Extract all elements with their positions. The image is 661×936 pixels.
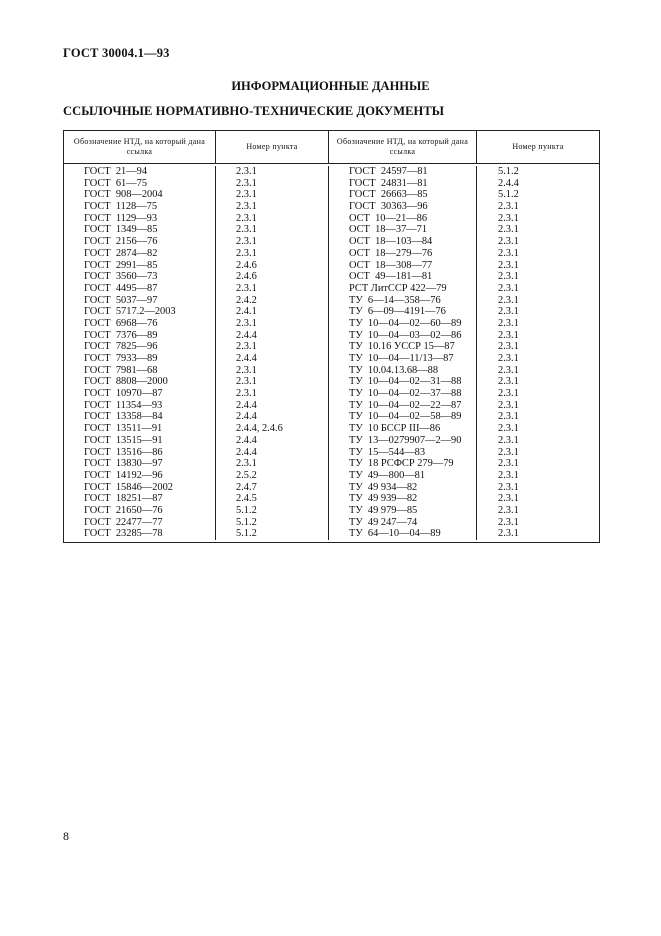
clause-left-cell: 2.3.1 xyxy=(236,236,257,248)
clause-left-cell: 2.3.1 xyxy=(236,177,257,189)
column-document-right xyxy=(329,166,477,540)
document-left-cell: ГОСТ 7825—96 xyxy=(84,341,158,353)
document-left-cell: ГОСТ 21650—76 xyxy=(84,504,163,516)
clause-left-cell: 2.4.6 xyxy=(236,259,257,271)
document-right-cell: ОСТ 49—181—81 xyxy=(349,271,433,283)
document-right-cell: ОСТ 18—37—71 xyxy=(349,224,428,236)
document-right-cell: ТУ 49 979—85 xyxy=(349,504,418,516)
clause-right-cell: 2.3.1 xyxy=(498,294,519,306)
document-left-cell: ГОСТ 6968—76 xyxy=(84,317,158,329)
document-right-cell: ОСТ 18—103—84 xyxy=(349,236,433,248)
clause-right-cell: 2.3.1 xyxy=(498,434,519,446)
document-right-cell: ОСТ 18—279—76 xyxy=(349,247,433,259)
document-left-cell: ГОСТ 1128—75 xyxy=(84,201,158,213)
clause-left-cell: 2.3.1 xyxy=(236,364,257,376)
document-right-cell: ОСТ 18—308—77 xyxy=(349,259,433,271)
document-left-cell: ГОСТ 15846—2002 xyxy=(84,481,174,493)
document-right-cell: ГОСТ 24597—81 xyxy=(349,166,428,177)
document-right-cell: ТУ 49 939—82 xyxy=(349,493,418,505)
clause-left-cell: 2.4.1 xyxy=(236,306,257,318)
document-left-cell: ГОСТ 5037—97 xyxy=(84,294,158,306)
clause-right-cell: 2.3.1 xyxy=(498,236,519,248)
document-right-cell: РСТ ЛитССР 422—79 xyxy=(349,282,447,294)
document-left-cell: ГОСТ 908—2004 xyxy=(84,189,163,201)
clause-right-cell: 2.3.1 xyxy=(498,399,519,411)
document-left-cell: ГОСТ 13358—84 xyxy=(84,411,163,423)
clause-left-cell: 2.3.1 xyxy=(236,376,257,388)
document-right-cell: ТУ 18 РСФСР 279—79 xyxy=(349,458,454,470)
document-right-cell: ТУ 10—04—11/13—87 xyxy=(349,353,454,364)
clause-right-cell: 2.3.1 xyxy=(498,528,519,540)
clause-left-cell: 2.4.6 xyxy=(236,271,257,283)
clause-left-cell: 2.4.4 xyxy=(236,329,257,341)
table-body xyxy=(64,164,599,542)
document-right-cell: ТУ 10—04—03—02—86 xyxy=(349,329,462,341)
document-right-cell: ГОСТ 30363—96 xyxy=(349,201,428,213)
clause-right-cell: 2.3.1 xyxy=(498,388,519,400)
document-right-cell: ГОСТ 26663—85 xyxy=(349,189,428,201)
clause-left-cell: 2.4.4 xyxy=(236,399,257,411)
document-left-cell: ГОСТ 10970—87 xyxy=(84,388,163,400)
clause-right-cell: 5.1.2 xyxy=(498,189,519,201)
clause-right-cell: 2.4.4 xyxy=(498,177,519,189)
document-left-cell: ГОСТ 1349—85 xyxy=(84,224,158,236)
document-right-cell: ТУ 10—04—02—31—88 xyxy=(349,376,462,388)
clause-right-cell: 2.3.1 xyxy=(498,271,519,283)
clause-right-cell: 2.3.1 xyxy=(498,469,519,481)
clause-right-cell: 2.3.1 xyxy=(498,247,519,259)
clause-left-cell: 2.4.4 xyxy=(236,411,257,423)
clause-right-cell: 2.3.1 xyxy=(498,282,519,294)
document-right-cell: ТУ 10.04.13.68—88 xyxy=(349,364,439,376)
document-right-cell: ТУ 64—10—04—89 xyxy=(349,528,441,540)
clause-left-cell: 2.3.1 xyxy=(236,341,257,353)
clause-right-cell: 2.3.1 xyxy=(498,423,519,435)
document-left-cell: ГОСТ 23285—78 xyxy=(84,528,163,540)
document-left-cell: ГОСТ 13830—97 xyxy=(84,458,163,470)
column-clause-right xyxy=(477,166,599,540)
clause-left-cell: 2.4.4 xyxy=(236,434,257,446)
clause-left-cell: 2.3.1 xyxy=(236,224,257,236)
clause-right-cell: 2.3.1 xyxy=(498,201,519,213)
clause-left-cell: 2.3.1 xyxy=(236,201,257,213)
section-title: ИНФОРМАЦИОННЫЕ ДАННЫЕ xyxy=(231,79,430,93)
document-left-cell: ГОСТ 2156—76 xyxy=(84,236,158,248)
column-clause-left xyxy=(216,166,329,540)
document-right-cell: ТУ 49—800—81 xyxy=(349,469,426,481)
document-right-cell: ТУ 10—04—02—22—87 xyxy=(349,399,462,411)
document-right-cell: ТУ 10.16 УССР 15—87 xyxy=(349,341,455,353)
header-clause-right: Номер пункта xyxy=(512,142,564,151)
document-right-cell: ТУ 13—0279907—2—90 xyxy=(349,434,462,446)
clause-left-cell: 2.4.4 xyxy=(236,446,257,458)
document-left-cell: ГОСТ 7981—68 xyxy=(84,364,158,376)
document-right-cell: ГОСТ 24831—81 xyxy=(349,177,428,189)
clause-left-cell: 2.3.1 xyxy=(236,189,257,201)
clause-left-cell: 2.4.4 xyxy=(236,353,257,364)
clause-right-cell: 5.1.2 xyxy=(498,166,519,177)
document-left-cell: ГОСТ 3560—73 xyxy=(84,271,158,283)
document-left-cell: ГОСТ 22477—77 xyxy=(84,516,163,528)
clause-right-cell: 2.3.1 xyxy=(498,259,519,271)
clause-right-cell: 2.3.1 xyxy=(498,493,519,505)
clause-right-cell: 2.3.1 xyxy=(498,458,519,470)
header-clause-left: Номер пункта xyxy=(216,131,329,163)
document-left-cell: ГОСТ 5717.2—2003 xyxy=(84,306,176,318)
document-left-cell: ГОСТ 14192—96 xyxy=(84,469,163,481)
clause-left-cell: 5.1.2 xyxy=(236,504,257,516)
clause-right-cell: 2.3.1 xyxy=(498,446,519,458)
clause-left-cell: 2.3.1 xyxy=(236,166,257,177)
clause-left-cell: 2.4.4, 2.4.6 xyxy=(236,423,283,435)
document-left-cell: ГОСТ 13511—91 xyxy=(84,423,163,435)
document-left-cell: ГОСТ 61—75 xyxy=(84,177,148,189)
clause-right-cell: 2.3.1 xyxy=(498,364,519,376)
clause-right-cell: 2.3.1 xyxy=(498,516,519,528)
clause-left-cell: 2.3.1 xyxy=(236,317,257,329)
document-right-cell: ТУ 10 БССР III—86 xyxy=(349,423,441,435)
clause-right-cell: 2.3.1 xyxy=(498,481,519,493)
table-header-row xyxy=(64,131,599,164)
document-right-cell: ТУ 6—14—358—76 xyxy=(349,294,441,306)
document-left-cell: ГОСТ 21—94 xyxy=(84,166,148,177)
document-left-cell: ГОСТ 2874—82 xyxy=(84,247,158,259)
clause-right-cell: 2.3.1 xyxy=(498,341,519,353)
document-left-cell: ГОСТ 13516—86 xyxy=(84,446,163,458)
clause-left-cell: 2.3.1 xyxy=(236,212,257,224)
document-right-cell: ТУ 6—09—4191—76 xyxy=(349,306,446,318)
document-right-cell: ОСТ 10—21—86 xyxy=(349,212,428,224)
clause-right-cell: 2.3.1 xyxy=(498,353,519,364)
section-subtitle: ССЫЛОЧНЫЕ НОРМАТИВНО-ТЕХНИЧЕСКИЕ ДОКУМЕНТЫ xyxy=(63,104,445,118)
document-right-cell: ТУ 49 934—82 xyxy=(349,481,418,493)
clause-left-cell: 2.4.2 xyxy=(236,294,257,306)
document-left-cell: ГОСТ 1129—93 xyxy=(84,212,158,224)
document-left-cell: ГОСТ 7376—89 xyxy=(84,329,158,341)
document-right-cell: ТУ 15—544—83 xyxy=(349,446,426,458)
clause-right-cell: 2.3.1 xyxy=(498,212,519,224)
clause-right-cell: 2.3.1 xyxy=(498,306,519,318)
clause-left-cell: 2.3.1 xyxy=(236,388,257,400)
document-left-cell: ГОСТ 2991—85 xyxy=(84,259,158,271)
document-left-cell: ГОСТ 13515—91 xyxy=(84,434,163,446)
header-document-left: Обозначение НТД, на который дана ссылка xyxy=(64,131,216,163)
clause-right-cell: 2.3.1 xyxy=(498,329,519,341)
references-table xyxy=(63,130,600,543)
header-document-right: Обозначение НТД, на который дана ссылка xyxy=(329,131,477,163)
clause-left-cell: 2.3.1 xyxy=(236,282,257,294)
clause-right-cell: 2.3.1 xyxy=(498,317,519,329)
document-left-cell: ГОСТ 7933—89 xyxy=(84,353,158,364)
clause-left-cell: 2.3.1 xyxy=(236,247,257,259)
document-right-cell: ТУ 10—04—02—60—89 xyxy=(349,317,462,329)
document-right-cell: ТУ 49 247—74 xyxy=(349,516,418,528)
clause-left-cell: 2.4.7 xyxy=(236,481,257,493)
document-left-cell: ГОСТ 8808—2000 xyxy=(84,376,168,388)
document-code: ГОСТ 30004.1—93 xyxy=(63,46,170,60)
document-right-cell: ТУ 10—04—02—37—88 xyxy=(349,388,462,400)
clause-left-cell: 5.1.2 xyxy=(236,528,257,540)
document-right-cell: ТУ 10—04—02—58—89 xyxy=(349,411,462,423)
document-left-cell: ГОСТ 4495—87 xyxy=(84,282,158,294)
clause-left-cell: 2.3.1 xyxy=(236,458,257,470)
clause-right-cell: 2.3.1 xyxy=(498,224,519,236)
clause-right-cell: 2.3.1 xyxy=(498,504,519,516)
clause-right-cell: 2.3.1 xyxy=(498,411,519,423)
clause-left-cell: 2.4.5 xyxy=(236,493,257,505)
clause-left-cell: 5.1.2 xyxy=(236,516,257,528)
document-left-cell: ГОСТ 18251—87 xyxy=(84,493,163,505)
document-left-cell: ГОСТ 11354—93 xyxy=(84,399,163,411)
column-document-left xyxy=(64,166,216,540)
clause-left-cell: 2.5.2 xyxy=(236,469,257,481)
clause-right-cell: 2.3.1 xyxy=(498,376,519,388)
page-number: 8 xyxy=(63,829,69,843)
